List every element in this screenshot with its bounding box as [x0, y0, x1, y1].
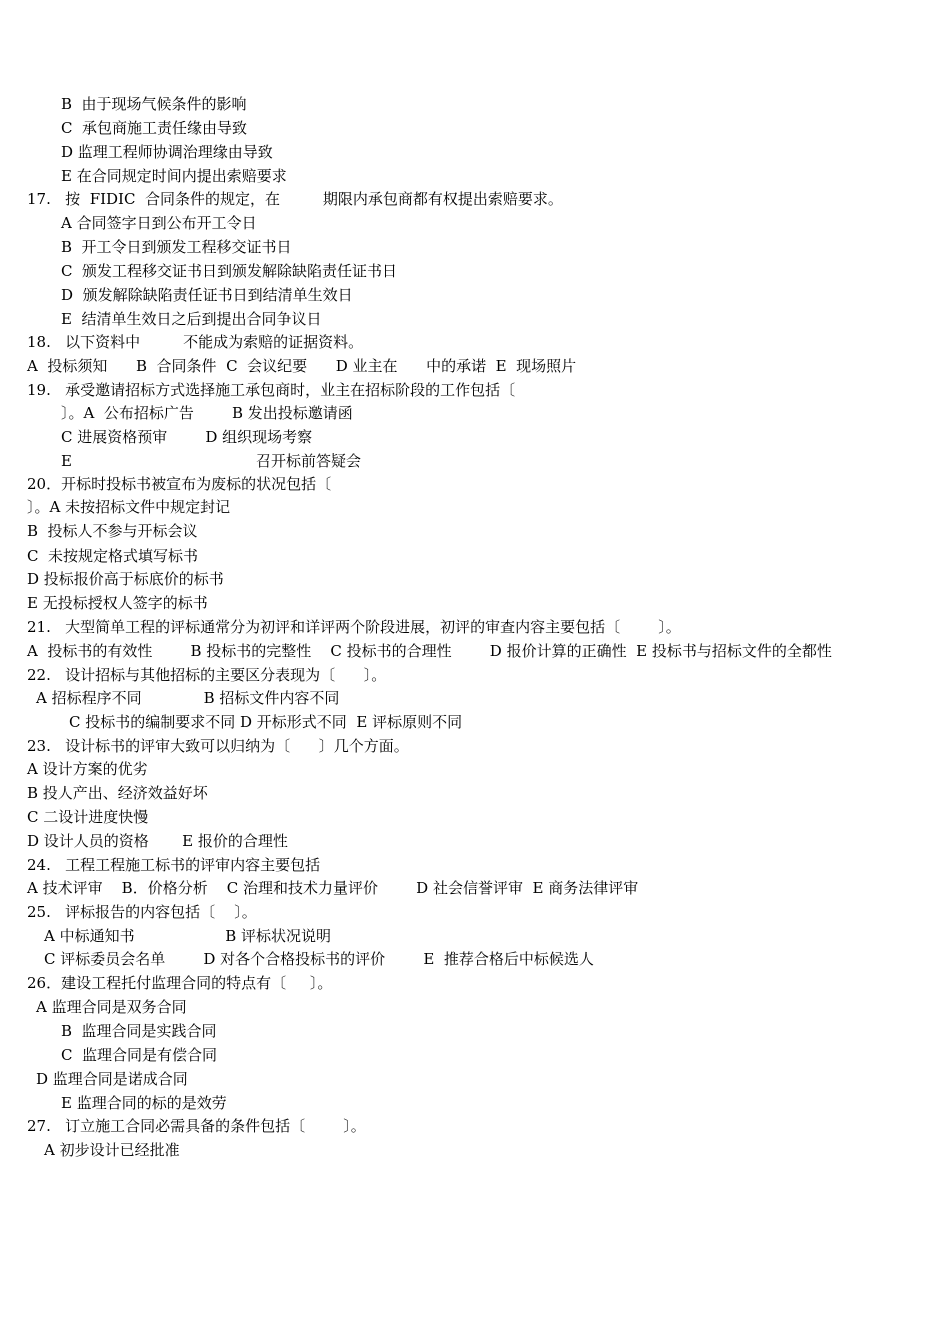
- text-line: E 结清单生效日之后到提出合同争议日: [61, 310, 322, 328]
- text-line: 25. 评标报告的内容包括〔 〕。: [27, 903, 257, 921]
- text-line: D 投标报价高于标底价的标书: [27, 570, 224, 588]
- text-line: 20．开标时投标书被宣布为废标的状况包括〔: [27, 475, 332, 493]
- text-line: E 监理合同的标的是效劳: [61, 1094, 227, 1112]
- text-line: 召开标前答疑会: [256, 452, 362, 470]
- text-line: 19. 承受邀请招标方式选择施工承包商时，业主在招标阶段的工作包括〔: [27, 381, 516, 399]
- text-line: C 未按规定格式填写标书: [27, 547, 199, 565]
- text-line: D 设计人员的资格 E 报价的合理性: [27, 832, 288, 850]
- text-line: E 无投标授权人签字的标书: [27, 594, 208, 612]
- text-line: 18. 以下资料中 不能成为索赔的证据资料。: [27, 333, 364, 351]
- text-line: D 颁发解除缺陷责任证书日到结清单生效日: [61, 286, 353, 304]
- text-line: 〕。A 未按招标文件中规定封记: [27, 498, 231, 516]
- text-line: C 承包商施工责任缘由导致: [61, 119, 248, 137]
- text-line: 24. 工程工程施工标书的评审内容主要包括: [27, 856, 321, 874]
- text-line: B 监理合同是实践合同: [61, 1022, 217, 1040]
- text-line: A 招标程序不同 B 招标文件内容不同: [36, 689, 340, 707]
- text-line: 27. 订立施工合同必需具备的条件包括〔 〕。: [27, 1117, 366, 1135]
- text-line: 〕。A 公布招标广告 B 发出投标邀请函: [61, 404, 353, 422]
- text-line: E: [61, 452, 72, 470]
- text-line: 23. 设计标书的评审大致可以归纳为〔 〕几个方面。: [27, 737, 409, 755]
- text-line: A 技术评审 B．价格分析 C 治理和技术力量评价 D 社会信誉评审 E 商务法律评审: [27, 879, 639, 897]
- text-line: C 二设计进度快慢: [27, 808, 149, 826]
- text-line: B 投标人不参与开标会议: [27, 522, 198, 540]
- text-line: A 初步设计已经批准: [44, 1141, 180, 1159]
- text-line: C 进展资格预审 D 组织现场考察: [61, 428, 313, 446]
- text-line: B 投人产出、经济效益好坏: [27, 784, 208, 802]
- text-line: E 在合同规定时间内提出索赔要求: [61, 167, 287, 185]
- text-line: 21. 大型简单工程的评标通常分为初评和详评两个阶段进展，初评的审查内容主要包括〔 〕。: [27, 618, 681, 636]
- text-line: D 监理工程师协调治理缘由导致: [61, 143, 273, 161]
- text-line: B 开工令日到颁发工程移交证书日: [61, 238, 292, 256]
- text-line: 26．建设工程托付监理合同的特点有〔 〕。: [27, 974, 333, 992]
- text-line: A 监理合同是双务合同: [36, 998, 187, 1016]
- text-line: C 颁发工程移交证书日到颁发解除缺陷责任证书日: [61, 262, 398, 280]
- text-line: 17. 按 FIDIC 合同条件的规定，在 期限内承包商都有权提出索赔要求。: [27, 190, 563, 208]
- text-line: A 中标通知书 B 评标状况说明: [44, 927, 331, 945]
- text-line: A 设计方案的优劣: [27, 760, 148, 778]
- text-line: A 合同签字日到公布开工令日: [61, 214, 257, 232]
- text-line: D 监理合同是诺成合同: [36, 1070, 188, 1088]
- text-line: C 监理合同是有偿合同: [61, 1046, 218, 1064]
- text-line: A 投标书的有效性 B 投标书的完整性 C 投标书的合理性 D 报价计算的正确性 E 投标书与招标文件的全都性: [27, 642, 832, 660]
- text-line: B 由于现场气候条件的影响: [61, 95, 247, 113]
- text-line: C 评标委员会名单 D 对各个合格投标书的评价 E 推荐合格后中标候选人: [44, 950, 594, 968]
- text-line: 22. 设计招标与其他招标的主要区分表现为〔 〕。: [27, 666, 387, 684]
- text-line: C 投标书的编制要求不同 D 开标形式不同 E 评标原则不同: [69, 713, 463, 731]
- text-line: A 投标须知 B 合同条件 C 会议纪要 D 业主在 中的承诺 E 现场照片: [27, 357, 577, 375]
